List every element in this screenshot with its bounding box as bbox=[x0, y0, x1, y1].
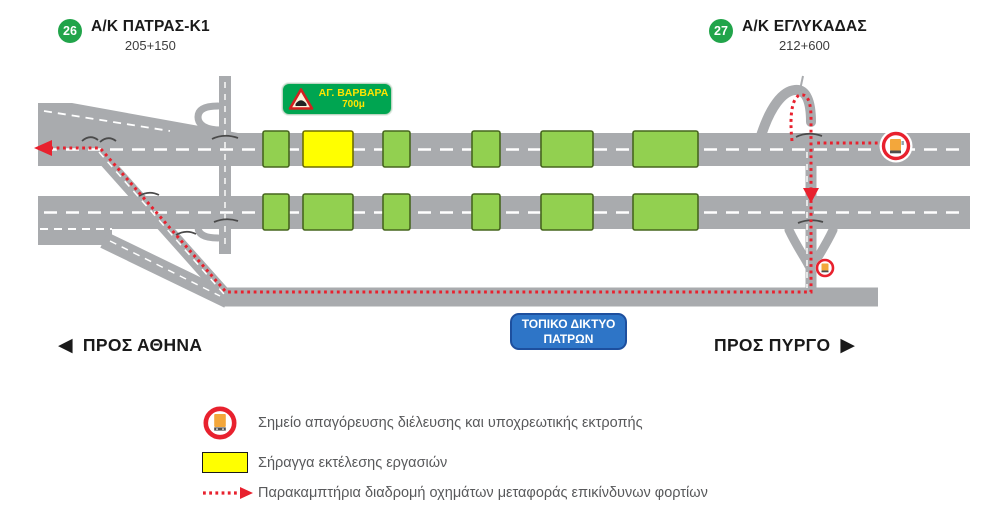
truck-chassis bbox=[822, 271, 829, 273]
local-network-sign bbox=[510, 313, 627, 350]
direction-east-label: ΠΡΟΣ ΠΥΡΓΟ bbox=[714, 335, 831, 355]
direction-west-label: ΠΡΟΣ ΑΘΗΝΑ bbox=[82, 335, 203, 355]
tunnel-warning-triangle-icon bbox=[288, 87, 314, 111]
legend-row-tunnel-works bbox=[202, 452, 447, 473]
tunnel-segments-eastbound bbox=[263, 194, 698, 230]
local-network-line1: ΤΟΠΙΚΟ ΔΙΚΤΥΟ bbox=[521, 316, 616, 331]
tunnel-segment-open bbox=[263, 194, 289, 230]
tunnel-segment-open bbox=[541, 131, 593, 167]
tunnel-segment-open bbox=[633, 194, 698, 230]
junction-km: 205+150 bbox=[124, 38, 176, 53]
tunnel-segments-westbound bbox=[263, 131, 698, 167]
direction-east bbox=[714, 335, 855, 356]
junction-badge: 27 bbox=[709, 19, 733, 43]
truck-cab bbox=[902, 141, 904, 145]
tunnel-sign-name: ΑΓ. ΒΑΡΒΑΡΑ bbox=[318, 87, 389, 100]
tunnel-segment-works bbox=[303, 131, 353, 167]
legend-row-no-entry bbox=[202, 405, 643, 441]
junction-header-patras-k1 bbox=[58, 18, 210, 53]
tunnel-name-sign bbox=[282, 83, 392, 115]
junction-name: Α/Κ ΠΑΤΡΑΣ-Κ1 bbox=[91, 18, 210, 35]
no-entry-sign-ramp bbox=[816, 259, 835, 278]
legend-label: Παρακαμπτήρια διαδρομή οχημάτων μεταφοράς επικίνδυνων φορτίων bbox=[258, 485, 708, 501]
truck-chassis bbox=[890, 151, 901, 154]
eglykada-loop-ramp bbox=[760, 90, 811, 139]
tunnel-segment-open bbox=[383, 131, 410, 167]
truck-icon bbox=[822, 264, 829, 271]
arrow-left-icon: ◀ bbox=[58, 335, 73, 356]
tunnel-segment-open bbox=[303, 194, 353, 230]
legend-row-detour-route bbox=[202, 485, 708, 501]
tunnel-segment-open bbox=[383, 194, 410, 230]
junction-km: 212+600 bbox=[778, 38, 830, 53]
junction-badge: 26 bbox=[58, 19, 82, 43]
no-entry-truck-icon bbox=[202, 405, 238, 441]
tunnel-segment-open bbox=[472, 131, 500, 167]
tunnel-segment-open bbox=[472, 194, 500, 230]
junction-name: Α/Κ ΕΓΛΥΚΑΔΑΣ bbox=[742, 18, 867, 35]
arrow-right-icon: ▶ bbox=[840, 335, 856, 356]
detour-route-icon bbox=[202, 486, 254, 500]
no-entry-sign-main bbox=[880, 130, 913, 163]
direction-west bbox=[58, 335, 202, 356]
local-network-line2: ΠΑΤΡΩΝ bbox=[543, 331, 594, 346]
tunnel-segment-open bbox=[541, 194, 593, 230]
junction-header-eglykada bbox=[709, 18, 867, 53]
tunnel-works-swatch bbox=[202, 452, 248, 473]
legend-label: Σήραγγα εκτέλεσης εργασιών bbox=[258, 454, 448, 471]
tunnel-sign-distance: 700μ bbox=[342, 99, 365, 111]
truck-icon bbox=[890, 139, 901, 151]
tunnel-segment-open bbox=[263, 131, 289, 167]
tunnel-segment-open bbox=[633, 131, 698, 167]
legend-label: Σημείο απαγόρευσης διέλευσης και υποχρεωτικής εκτροπής bbox=[258, 415, 643, 431]
